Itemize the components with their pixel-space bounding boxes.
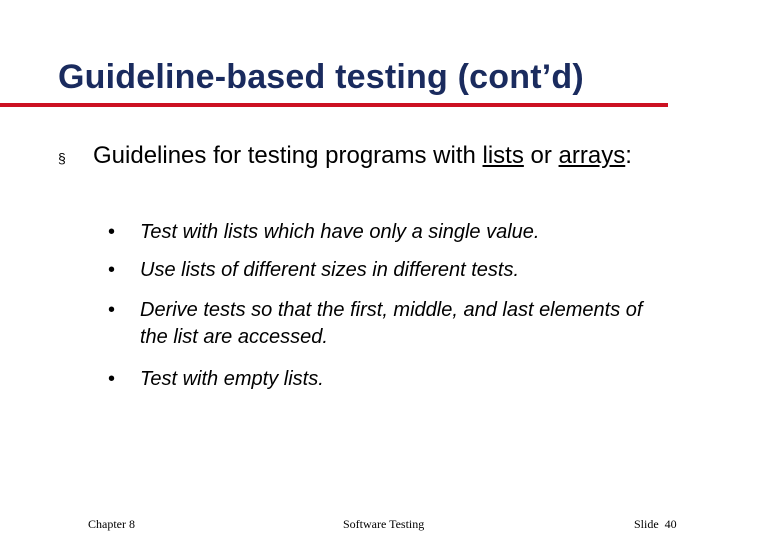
sub-bullet-text: Test with empty lists. bbox=[140, 368, 324, 390]
footer-chapter: Chapter 8 bbox=[88, 517, 135, 531]
main-bullet-icon: § bbox=[58, 150, 66, 166]
sub-bullet-text: Test with lists which have only a single value. bbox=[140, 221, 540, 243]
title-underline-rule bbox=[0, 103, 668, 107]
sub-bullet-icon: • bbox=[108, 259, 116, 281]
lists-underlined-word: lists bbox=[482, 142, 524, 169]
main-bullet-text bbox=[93, 139, 693, 172]
main-text-part-2: or bbox=[523, 142, 559, 169]
sub-bullet-text: Use lists of different sizes in different tests. bbox=[140, 259, 520, 281]
main-text-part-3: : bbox=[625, 142, 632, 169]
footer-course-title: Software Testing bbox=[343, 517, 425, 531]
slide-title: Guideline-based testing (cont’d) bbox=[58, 58, 584, 96]
main-text-part-1: Guidelines for testing programs with bbox=[93, 142, 483, 169]
sub-bullet-icon: • bbox=[108, 221, 116, 243]
sub-bullet-icon: • bbox=[108, 299, 116, 321]
sub-bullet-text: Derive tests so that the first, middle, and last elements of the list are accessed. bbox=[140, 299, 643, 348]
sub-bullet-icon: • bbox=[108, 368, 116, 390]
arrays-underlined-word: arrays bbox=[558, 142, 626, 169]
footer-slide-number: Slide 40 bbox=[634, 517, 677, 531]
